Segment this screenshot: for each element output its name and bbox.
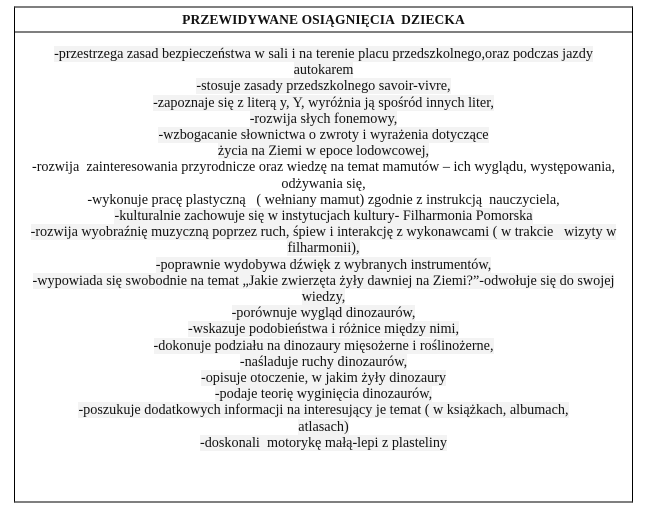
list-item: atlasach) <box>298 418 349 435</box>
list-item: -poprawnie wydobywa dźwięk z wybranych instrumentów, <box>155 256 492 273</box>
list-item: -podaje teorię wyginięcia dinozaurów, <box>214 386 433 403</box>
list-item: -wskazuje podobieństwa i różnice między nimi, <box>187 321 460 338</box>
list-item: -wykonuje pracę plastyczną ( wełniany mamut) zgodnie z instrukcją nauczyciela, <box>87 191 560 208</box>
list-item: -naśladuje ruchy dinozaurów, <box>239 353 408 370</box>
achievements-table <box>14 6 633 503</box>
list-item: -przestrzega zasad bezpieczeństwa w sali i na terenie placu przedszkolnego,oraz podczas jazdy <box>54 46 593 62</box>
list-item: odżywania się, <box>281 175 366 192</box>
list-item: -stosuje zasady przedszkolnego savoir-vivre, <box>196 78 451 95</box>
list-item: -wypowiada się swobodnie na temat „Jakie zwierzęta żyły dawniej na Ziemi?”-odwołuje się do swojej <box>32 272 615 289</box>
list-item: -rozwija słych fonemowy, <box>249 110 398 127</box>
list-item: -porównuje wygląd dinozaurów, <box>231 305 416 322</box>
list-item: -doskonali motorykę małą-lepi z plasteliny <box>199 434 448 451</box>
list-item: -rozwija wyobraźnię muzyczną poprzez ruch, śpiew i interakcję z wykonawcami ( w trakcie wizyty w <box>30 224 617 241</box>
list-item: -wzbogacanie słownictwa o zwroty i wyrażenia dotyczące <box>158 127 489 144</box>
list-item: -zapoznaje się z literą y, Y, wyróżnia ją spośród innych liter, <box>153 94 494 111</box>
list-item: -rozwija zainteresowania przyrodnicze oraz wiedzę na temat mamutów – ich wyglądu, występowania, <box>31 159 616 176</box>
list-item: życia na Ziemi w epoce lodowcowej, <box>217 143 430 160</box>
list-item: filharmonii), <box>287 240 360 257</box>
list-item: wiedzy, <box>301 289 346 306</box>
list-item: autokarem <box>293 62 354 79</box>
list-item: -kulturalnie zachowuje się w instytucjach kultury- Filharmonia Pomorska <box>114 208 533 225</box>
list-item: -poszukuje dodatkowych informacji na interesujący je temat ( w książkach, albumach, <box>78 402 569 419</box>
table-header <box>15 8 632 33</box>
list-item: -opisuje otoczenie, w jakim żyły dinozaury <box>200 370 447 387</box>
list-item: -dokonuje podziału na dinozaury mięsożerne i roślinożerne, <box>153 337 494 354</box>
table-title: PRZEWIDYWANE OSIĄGNIĘCIA DZIECKA <box>182 11 465 27</box>
achievements-list <box>15 33 632 451</box>
